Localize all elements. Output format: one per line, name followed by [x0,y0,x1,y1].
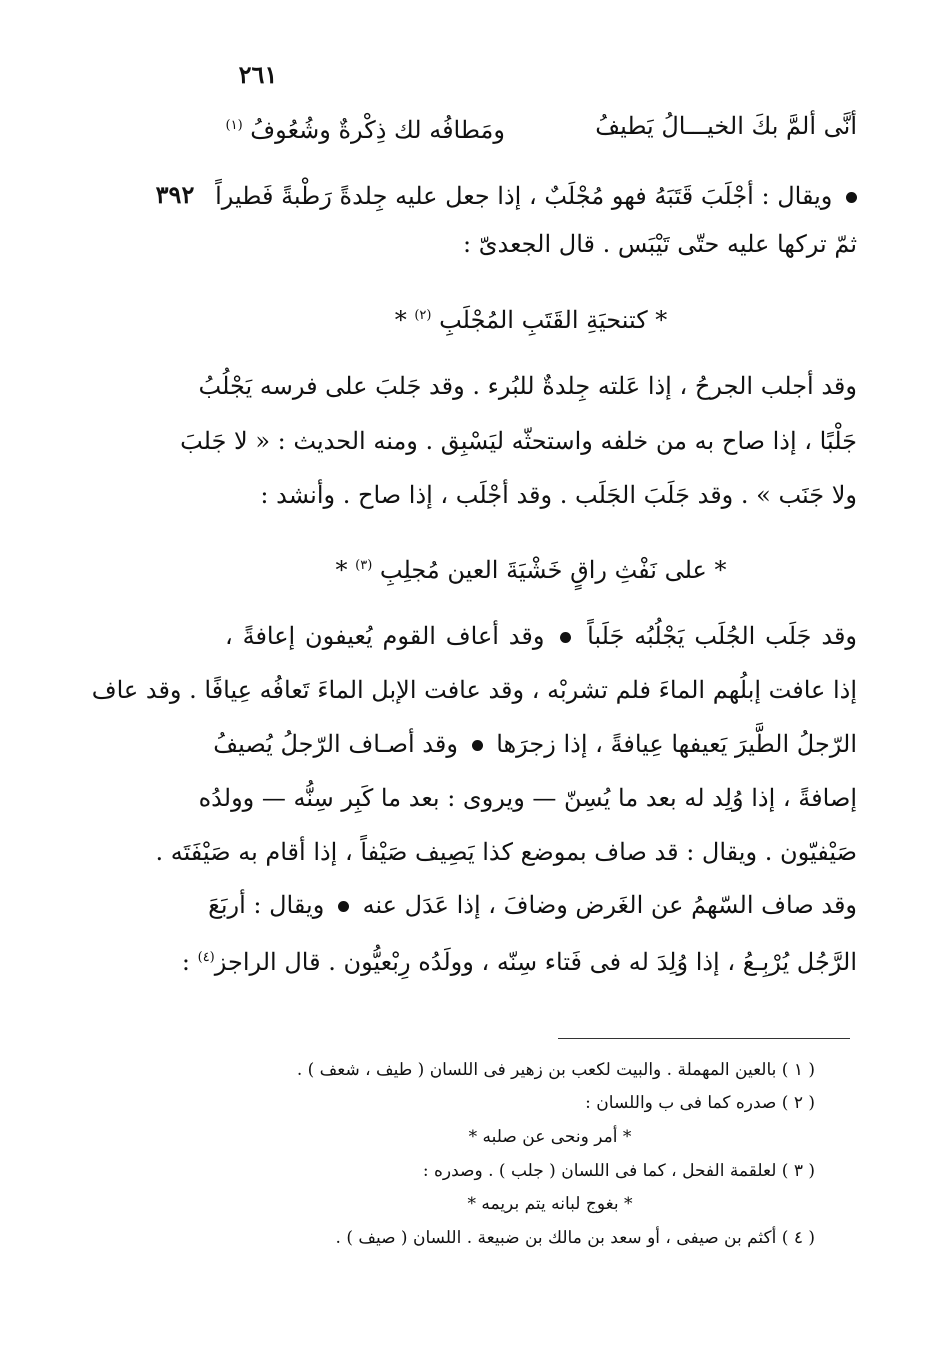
para2-line-1 [198,370,857,402]
poem-second-hemistich [225,110,505,146]
footnote-4: ( ٤ ) أكثم بن صيفى ، أو سعد بن مالك بن ضبيعة . اللسان ( صيف ) . [335,1228,815,1248]
footnote-ref-2: (٢) [414,308,432,323]
footnote-2: ( ٢ ) صدره كما فى ب واللسان : [585,1093,815,1113]
footnote-ref-1: (١) [225,118,243,133]
poem-second-text: ومَطافُه لك ذِكْرةٌ وشُعُوفُ [250,116,505,144]
text-line-1 [215,180,857,212]
para2-line-2 [180,425,857,457]
bullet-icon [472,740,483,751]
para3-line-7-end: : [181,948,190,976]
quote-2-text: * على نَفْثِ راقٍ خَشْيَةَ العين مُجلِبِ [379,556,727,584]
para3-line-7 [181,942,857,978]
para3-line-7-content: الرَّجُل يُرْبِـعُ ، إذا وُلِدَ له فى فَتاء سِنّه ، وولَدُه رِبْعيُّون . قال الراجز [214,948,857,976]
para3-line-3a: الرّجلُ الطَّيرَ يَعيفها عِيافةً ، إذا زجرَها [496,730,857,758]
para2-line-3-content: ولا جَنَب » . وقد جَلَبَ الجَلَب . وقد أجْلَب ، إذا صاح . وأنشد : [260,481,857,509]
para3-line-2-content: إذا عافت إبلُهم الماءَ فلم تشربْه ، وقد عافت الإبل الماءَ تَعافُه عِيافًا . وقد عاف [91,676,857,704]
footnote-3: ( ٣ ) لعلقمة الفحل ، كما فى اللسان ( جلب ) . وصدره : [422,1161,815,1181]
quote-1 [210,300,852,336]
footnote-3-verse: * بغوج لبانه يتم بريمه * [467,1194,633,1214]
text-line-2 [225,228,857,260]
para3-line-4 [198,782,857,814]
bullet-icon [560,632,571,643]
footnote-ref-4: (٤) [197,950,215,965]
text-line-2-content: ثمّ تركها عليه حتّى تَيْبَس . قال الجعدىّ : [463,230,857,258]
footnote-1: ( ١ ) بالعين المهملة . والبيت لكعب بن زهير فى اللسان ( طيف ، شعف ) . [296,1060,815,1080]
para3-line-3b: وقد أصـاف الرّجلُ يُصيفُ [213,730,458,758]
para3-line-1a: وقد جَلَب الجُلَب يَجْلُبُه جَلَباً [587,622,858,650]
bullet-icon [338,901,349,912]
para3-line-4-content: إصافةً ، إذا وُلِد له بعد ما يُسِنّ — ويروى : بعد ما كَبِر سِنُّه — وولدُه [198,784,857,812]
footnote-2-verse: * أمر ونحى عن صلبه * [468,1127,632,1147]
para3-line-5-content: صَيْفيّون . ويقال : قد صاف بموضع كذا يَصِيف صَيْفاً ، إذا أقام به صَيْفَتَه . [155,838,857,866]
para3-line-2 [91,674,857,706]
text-line-1-content: ويقال : أجْلَبَ قَتَبَهُ فهو مُجْلَبٌ ، إذا جعل عليه جِلدةً رَطْبةً فَطيراً [215,182,833,210]
para3-line-1 [225,620,857,652]
para3-line-5 [155,836,857,868]
para3-line-3 [213,728,857,760]
entry-number: ٣٩٢ [155,180,195,209]
bullet-icon [846,192,857,203]
poem-first-text: أنَّى ألمَّ بكَ الخيـــالُ يَطيفُ [595,112,857,140]
para3-line-6 [208,889,857,921]
para2-line-2-content: جَلْبًا ، إذا صاح به من خلفه واستحثّه ليَسْبِق . ومنه الحديث : « لا جَلبَ [180,427,857,455]
quote-2 [210,550,852,586]
quote-1-end: * [394,306,407,334]
footnote-ref-3: (٣) [355,558,373,573]
page-number: ٢٦١ [238,60,278,89]
quote-1-text: * كتنحيَةِ القَتَبِ المُجْلَبِ [439,306,668,334]
footnote-divider [558,1038,850,1039]
poem-first-hemistich [547,110,857,142]
para3-line-6a: وقد صاف السّهمُ عن الغَرض وضافَ ، إذا عَدَل عنه [362,891,857,919]
para3-line-1b: وقد أعاف القوم يُعيفون إعافةً ، [225,622,545,650]
para2-line-3 [225,479,857,511]
quote-2-end: * [335,556,348,584]
para3-line-6b: ويقال : أربَعَ [208,891,325,919]
para2-line-1-content: وقد أجلب الجرحُ ، إذا عَلته جِلدةٌ للبُرء . وقد جَلبَ على فرسه يَجْلُبُ [198,372,857,400]
